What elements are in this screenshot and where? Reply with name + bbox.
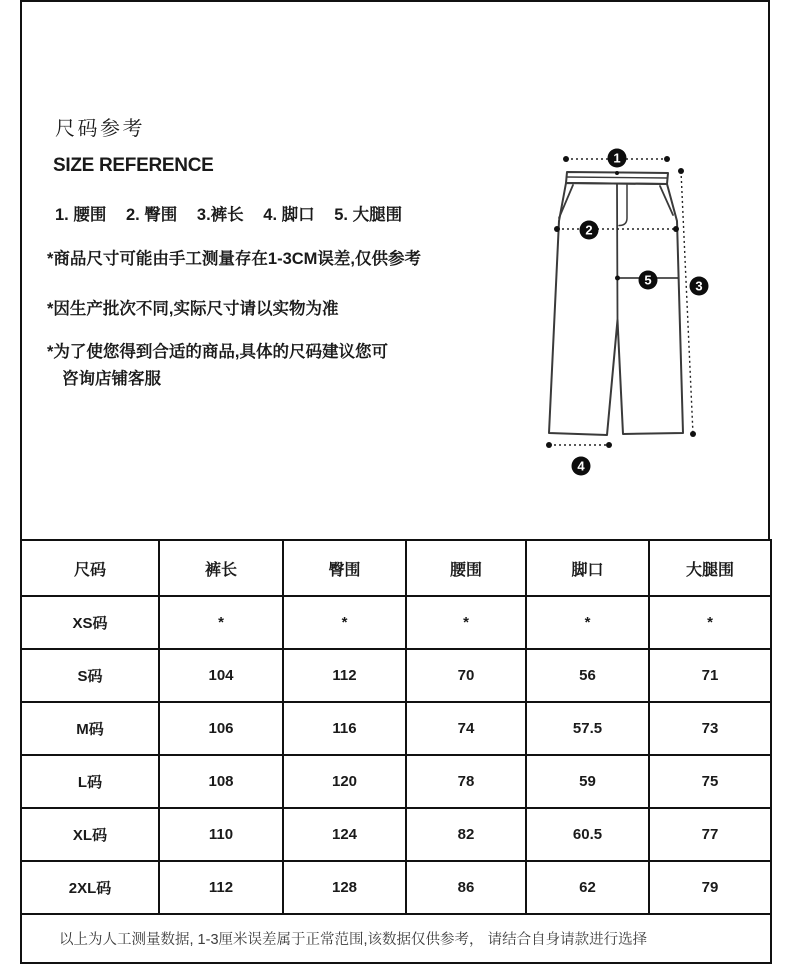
value-cell: *	[406, 596, 526, 649]
size-table	[20, 539, 772, 964]
value-cell: 59	[526, 755, 649, 808]
table-footnote-row	[21, 914, 771, 963]
value-cell: *	[526, 596, 649, 649]
badge-5-thigh: 5	[644, 272, 652, 288]
size-cell: M码	[21, 702, 159, 755]
page-title: 尺码参考	[55, 118, 145, 140]
value-cell: 104	[159, 649, 283, 702]
note-batch-difference: *因生产批次不同,实际尺寸请以实物为准	[47, 300, 339, 318]
size-cell: S码	[21, 649, 159, 702]
page-frame	[20, 0, 770, 964]
value-cell: 112	[283, 649, 406, 702]
value-cell: *	[159, 596, 283, 649]
note-size-advice-line1: *为了使您得到合适的商品,具体的尺码建议您可	[47, 343, 389, 361]
page-subtitle: SIZE REFERENCE	[53, 155, 214, 176]
header-cell-hip: 臀围	[283, 540, 406, 596]
value-cell: *	[283, 596, 406, 649]
badge-2-hip: 2	[585, 222, 593, 238]
value-cell: 73	[649, 702, 771, 755]
value-cell: 78	[406, 755, 526, 808]
measure-legend	[55, 201, 417, 225]
table-header-row	[21, 540, 771, 596]
value-cell: 74	[406, 702, 526, 755]
value-cell: 60.5	[526, 808, 649, 861]
note-size-advice-line2: 咨询店铺客服	[62, 370, 161, 388]
badge-1-waist: 1	[613, 150, 621, 166]
value-cell: 110	[159, 808, 283, 861]
size-info-section	[20, 0, 770, 539]
value-cell: 128	[283, 861, 406, 914]
measure-item-length: 3.裤长	[196, 206, 244, 224]
value-cell: 56	[526, 649, 649, 702]
value-cell: 57.5	[526, 702, 649, 755]
header-cell-size: 尺码	[21, 540, 159, 596]
size-cell: 2XL码	[21, 861, 159, 914]
measure-item-waist: 1. 腰围	[55, 206, 107, 224]
value-cell: 62	[526, 861, 649, 914]
pants-diagram	[520, 130, 770, 490]
size-cell: XS码	[21, 596, 159, 649]
value-cell: 86	[406, 861, 526, 914]
value-cell: 79	[649, 861, 771, 914]
header-cell-legopening: 脚口	[526, 540, 649, 596]
value-cell: *	[649, 596, 771, 649]
table-footnote: 以上为人工测量数据, 1-3厘米误差属于正常范围,该数据仅供参考， 请结合自身请款进行选择	[21, 914, 771, 963]
header-cell-thigh: 大腿围	[649, 540, 771, 596]
measure-item-thigh: 5. 大腿围	[334, 206, 403, 224]
header-cell-waist: 腰围	[406, 540, 526, 596]
header-cell-length: 裤长	[159, 540, 283, 596]
value-cell: 112	[159, 861, 283, 914]
pants-outline	[549, 172, 683, 435]
size-cell: XL码	[21, 808, 159, 861]
size-cell: L码	[21, 755, 159, 808]
badge-3-length: 3	[695, 278, 703, 294]
value-cell: 82	[406, 808, 526, 861]
value-cell: 106	[159, 702, 283, 755]
value-cell: 120	[283, 755, 406, 808]
table-row-xs	[21, 596, 771, 649]
value-cell: 108	[159, 755, 283, 808]
value-cell: 71	[649, 649, 771, 702]
table-row-l	[21, 755, 771, 808]
badge-4-legopening: 4	[577, 458, 585, 474]
note-measure-tolerance: *商品尺寸可能由手工测量存在1-3CM误差,仅供参考	[47, 250, 422, 268]
table-row-2xl	[21, 861, 771, 914]
table-row-m	[21, 702, 771, 755]
value-cell: 77	[649, 808, 771, 861]
measure-item-hip: 2. 臀围	[125, 206, 178, 224]
value-cell: 75	[649, 755, 771, 808]
value-cell: 124	[283, 808, 406, 861]
measure-item-legopening: 4. 脚口	[263, 206, 315, 224]
table-row-s	[21, 649, 771, 702]
value-cell: 70	[406, 649, 526, 702]
value-cell: 116	[283, 702, 406, 755]
table-row-xl	[21, 808, 771, 861]
